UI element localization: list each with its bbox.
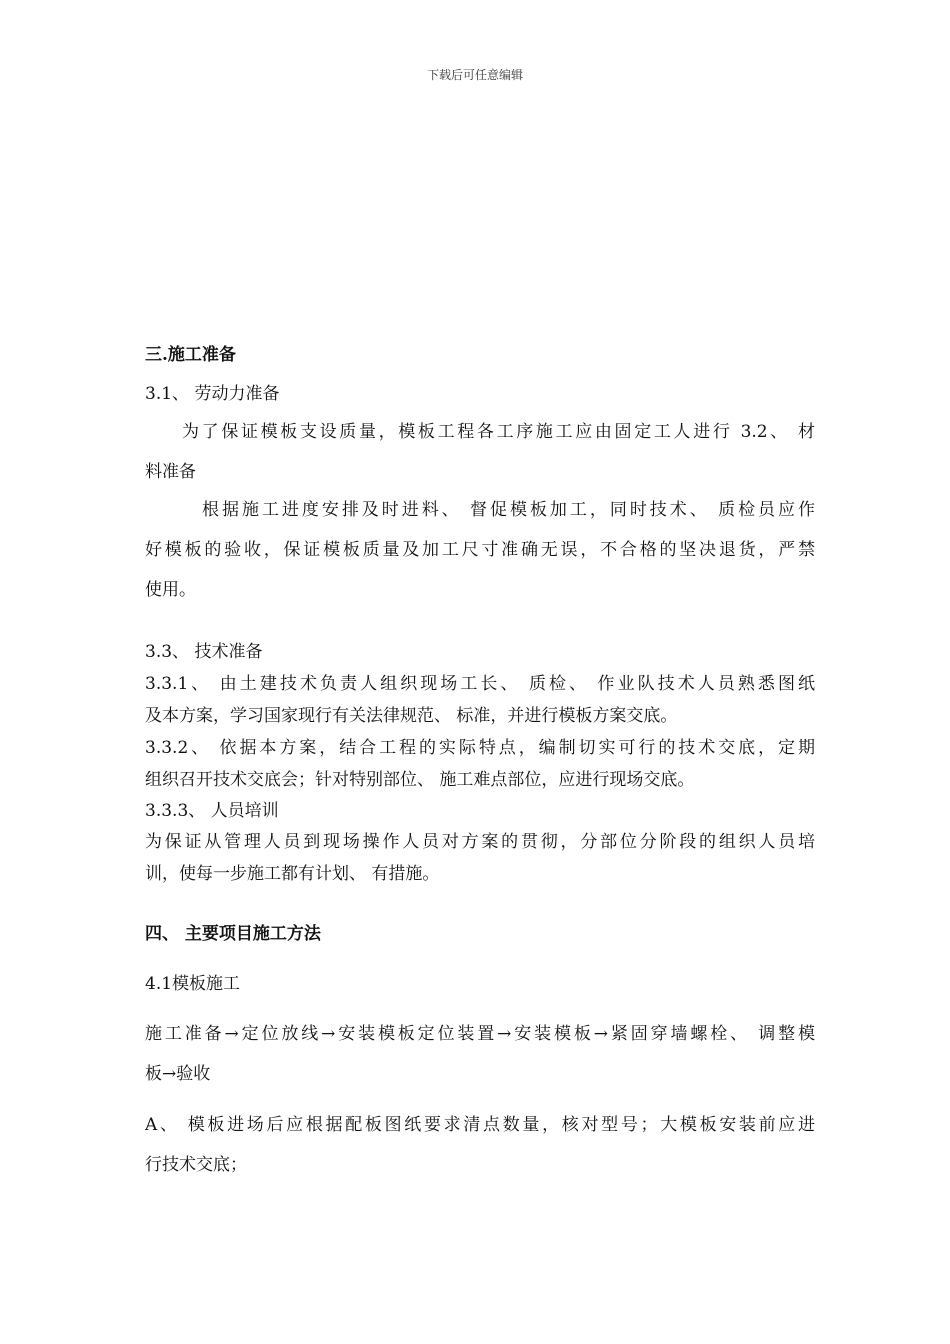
paragraph-line: 组织召开技术交底会；针对特别部位、 施工难点部位，应进行现场交底。 <box>145 770 695 790</box>
paragraph-line: 为了保证模板支设质量，模板工程各工序施工应由固定工人进行 3.2、 材 <box>182 422 815 442</box>
section-heading-3: 三.施工准备 <box>145 345 236 365</box>
section-heading-4: 四、 主要项目施工方法 <box>145 924 321 944</box>
paragraph-line: 使用。 <box>145 580 196 600</box>
paragraph-line: 训，使每一步施工都有计划、 有措施。 <box>145 864 440 884</box>
paragraph-line: 行技术交底； <box>145 1155 247 1175</box>
paragraph-line: 料准备 <box>145 462 196 482</box>
paragraph-line: 3.3.2、 依据本方案，结合工程的实际特点，编制切实可行的技术交底，定期 <box>145 738 815 758</box>
subsection-4-1: 4.1模板施工 <box>145 974 241 994</box>
paragraph-line: A、 模板进场后应根据配板图纸要求清点数量，核对型号；大模板安装前应进 <box>145 1115 815 1135</box>
subsection-3-1: 3.1、 劳动力准备 <box>145 384 280 404</box>
paragraph-line: 根据施工进度安排及时进料、 督促模板加工，同时技术、 质检员应作 <box>202 500 815 520</box>
paragraph-line: 板→验收 <box>145 1064 211 1084</box>
paragraph-line: 好模板的验收，保证模板质量及加工尺寸准确无误，不合格的坚决退货，严禁 <box>145 540 815 560</box>
paragraph-line: 及本方案，学习国家现行有关法律规范、 标准，并进行模板方案交底。 <box>145 706 678 726</box>
paragraph-line: 3.3.1、 由土建技术负责人组织现场工长、 质检、 作业队技术人员熟悉图纸 <box>145 674 815 694</box>
header-note: 下载后可任意编辑 <box>426 68 523 82</box>
paragraph-line: 施工准备→定位放线→安装模板定位装置→安装模板→紧固穿墙螺栓、 调整模 <box>145 1024 815 1044</box>
subsection-3-3-3: 3.3.3、 人员培训 <box>145 801 279 821</box>
paragraph-line: 为保证从管理人员到现场操作人员对方案的贯彻，分部位分阶段的组织人员培 <box>145 832 815 852</box>
subsection-3-3: 3.3、 技术准备 <box>145 642 263 662</box>
